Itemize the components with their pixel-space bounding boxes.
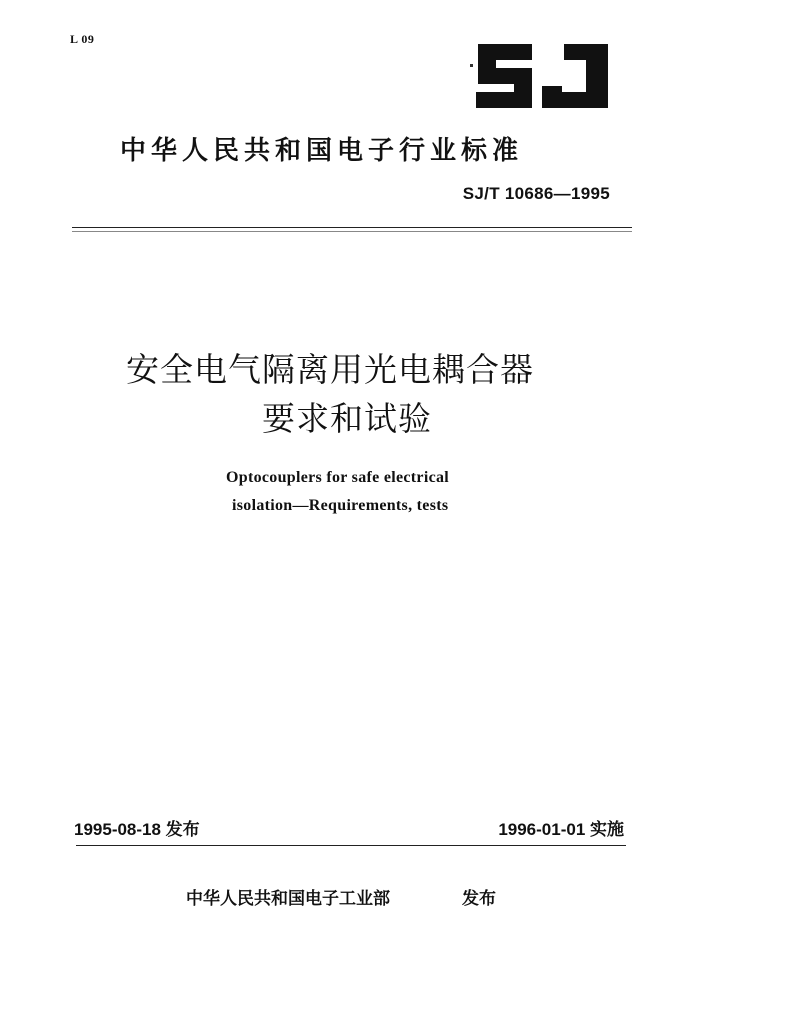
organization-title: 中华人民共和国电子行业标准 <box>120 136 524 166</box>
english-title-line-2: isolation—Requirements, tests <box>232 497 449 514</box>
standard-number: SJ/T 10686—1995 <box>462 184 610 203</box>
issue-date: 1995-08-18 发布 <box>74 820 200 839</box>
classification-code: L 09 <box>70 32 95 46</box>
header-divider <box>72 227 632 228</box>
chinese-title-line-2: 要求和试验 <box>262 399 432 438</box>
sj-logo <box>470 38 612 114</box>
chinese-title-line-1: 安全电气隔离用光电耦合器 <box>126 350 534 389</box>
header-divider-secondary <box>72 231 632 232</box>
issuing-action: 发布 <box>462 889 496 909</box>
issuing-authority: 中华人民共和国电子工业部 <box>186 889 390 909</box>
sj-logo-graphic <box>470 38 612 114</box>
implementation-date: 1996-01-01 实施 <box>498 820 624 839</box>
english-title-line-1: Optocouplers for safe electrical <box>226 469 450 486</box>
footer-divider <box>76 845 626 846</box>
